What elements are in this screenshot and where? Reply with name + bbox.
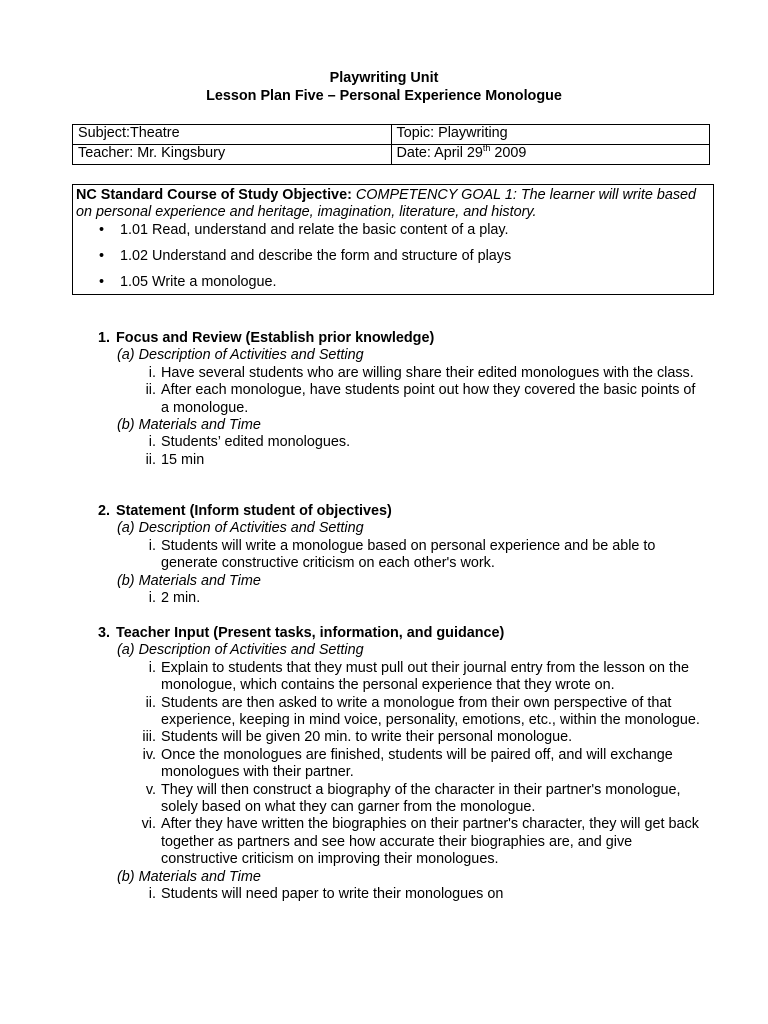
date-year: 2009 (490, 145, 527, 161)
item-numeral: i. (148, 886, 156, 903)
list-item (0, 816, 701, 868)
item-text: Students will need paper to write their monologues on (161, 886, 504, 903)
objective-bullet-text: 1.05 Write a monologue. (120, 273, 277, 290)
list-item (0, 729, 701, 746)
section-heading-text: Teacher Input (Present tasks, information, and guidance) (116, 625, 505, 641)
subject-cell: Subject:Theatre (73, 125, 392, 145)
item-numeral: i. (148, 659, 156, 676)
item-text: After they have written the biographies on their partner's character, they will get back together as partners and see how accurate their biographies are, and give constructive criticism on improving their monologues. (161, 816, 699, 868)
list-item (76, 274, 710, 291)
table-row (73, 145, 710, 165)
section-focus-review (0, 330, 768, 469)
item-text: Students’ edited monologues. (161, 434, 351, 451)
item-numeral: i. (148, 434, 156, 451)
item-numeral: i. (148, 590, 156, 607)
item-numeral: iv. (142, 746, 156, 763)
item-numeral: v. (145, 781, 156, 798)
item-text: 15 min (161, 451, 205, 468)
list-item (0, 695, 701, 730)
section-heading (0, 330, 768, 347)
section-teacher-input (0, 625, 768, 904)
item-numeral: i. (148, 364, 156, 381)
subsection-label: (b) Materials and Time (117, 572, 261, 589)
objective-bullet-text: 1.01 Read, understand and relate the basic content of a play. (120, 221, 509, 238)
section-number: 2. (98, 503, 111, 519)
item-text: Once the monologues are finished, students will be paired off, and will exchange monologues with their partner. (161, 746, 673, 781)
item-numeral: ii. (145, 694, 156, 711)
section-heading-text: Statement (Inform student of objectives) (116, 503, 392, 519)
objective-box (72, 184, 714, 295)
section-heading (0, 503, 768, 520)
item-numeral: ii. (145, 451, 156, 468)
section-number: 3. (98, 625, 111, 641)
date-ordinal: th (482, 143, 491, 154)
item-text: They will then construct a biography of the character in their partner's monologue, solely based on what they can garner from the monologue. (161, 781, 681, 816)
list-item (76, 222, 710, 239)
section-statement (0, 503, 768, 607)
objective-paragraph (76, 187, 710, 222)
item-text: Explain to students that they must pull out their journal entry from the lesson on the monologue, which contains the personal experience that they wrote on. (161, 659, 689, 694)
list-item (0, 538, 701, 573)
objective-list (76, 222, 710, 291)
table-row (73, 125, 710, 145)
info-table (72, 124, 710, 165)
item-text: Students are then asked to write a monologue from their own perspective of that experience, keeping in mind voice, personality, emotions, etc., within the monologue. (161, 694, 700, 729)
objective-label: NC Standard Course of Study Objective: (76, 187, 352, 203)
date-cell (391, 145, 710, 165)
item-numeral: vi. (141, 816, 156, 833)
subsection-label: (a) Description of Activities and Setting (117, 347, 364, 364)
document-subtitle: Lesson Plan Five – Personal Experience Monologue (206, 88, 562, 104)
item-numeral: i. (148, 537, 156, 554)
date-prefix: Date: April 29 (396, 145, 483, 161)
section-heading-text: Focus and Review (Establish prior knowledge) (116, 330, 435, 346)
item-text: Have several students who are willing share their edited monologues with the class. (161, 364, 694, 381)
list-item (0, 382, 701, 417)
subsection-label: (b) Materials and Time (117, 868, 261, 885)
item-text: Students will write a monologue based on personal experience and be able to generate constructive criticism on each other's work. (161, 537, 656, 572)
bullet-icon: • (99, 221, 105, 238)
objective-bullet-text: 1.02 Understand and describe the form and structure of plays (120, 247, 512, 264)
item-numeral: iii. (142, 729, 156, 746)
list-item (0, 660, 701, 695)
objective-goal: COMPETENCY GOAL 1: The learner will write based on personal experience and heritage, imagination, literature, and history. (76, 187, 697, 221)
list-item (0, 365, 701, 382)
list-item (76, 248, 710, 265)
section-number: 1. (98, 330, 111, 346)
subsection-label: (a) Description of Activities and Setting (117, 520, 364, 537)
teacher-cell: Teacher: Mr. Kingsbury (73, 145, 392, 165)
item-numeral: ii. (145, 382, 156, 399)
section-heading (0, 625, 768, 642)
document-title: Playwriting Unit (329, 70, 439, 86)
subsection-label: (a) Description of Activities and Setting (117, 642, 364, 659)
list-item (0, 782, 701, 817)
list-item (0, 747, 701, 782)
list-item (0, 886, 701, 903)
list-item (0, 590, 701, 607)
list-item (0, 452, 701, 469)
item-text: 2 min. (161, 590, 201, 607)
item-text: After each monologue, have students point out how they covered the basic points of a monologue. (161, 382, 696, 416)
subsection-label: (b) Materials and Time (117, 417, 261, 434)
list-item (0, 434, 701, 451)
bullet-icon: • (99, 273, 105, 290)
item-text: Students will be given 20 min. to write their personal monologue. (161, 729, 573, 746)
bullet-icon: • (99, 247, 105, 264)
topic-cell: Topic: Playwriting (391, 125, 710, 145)
